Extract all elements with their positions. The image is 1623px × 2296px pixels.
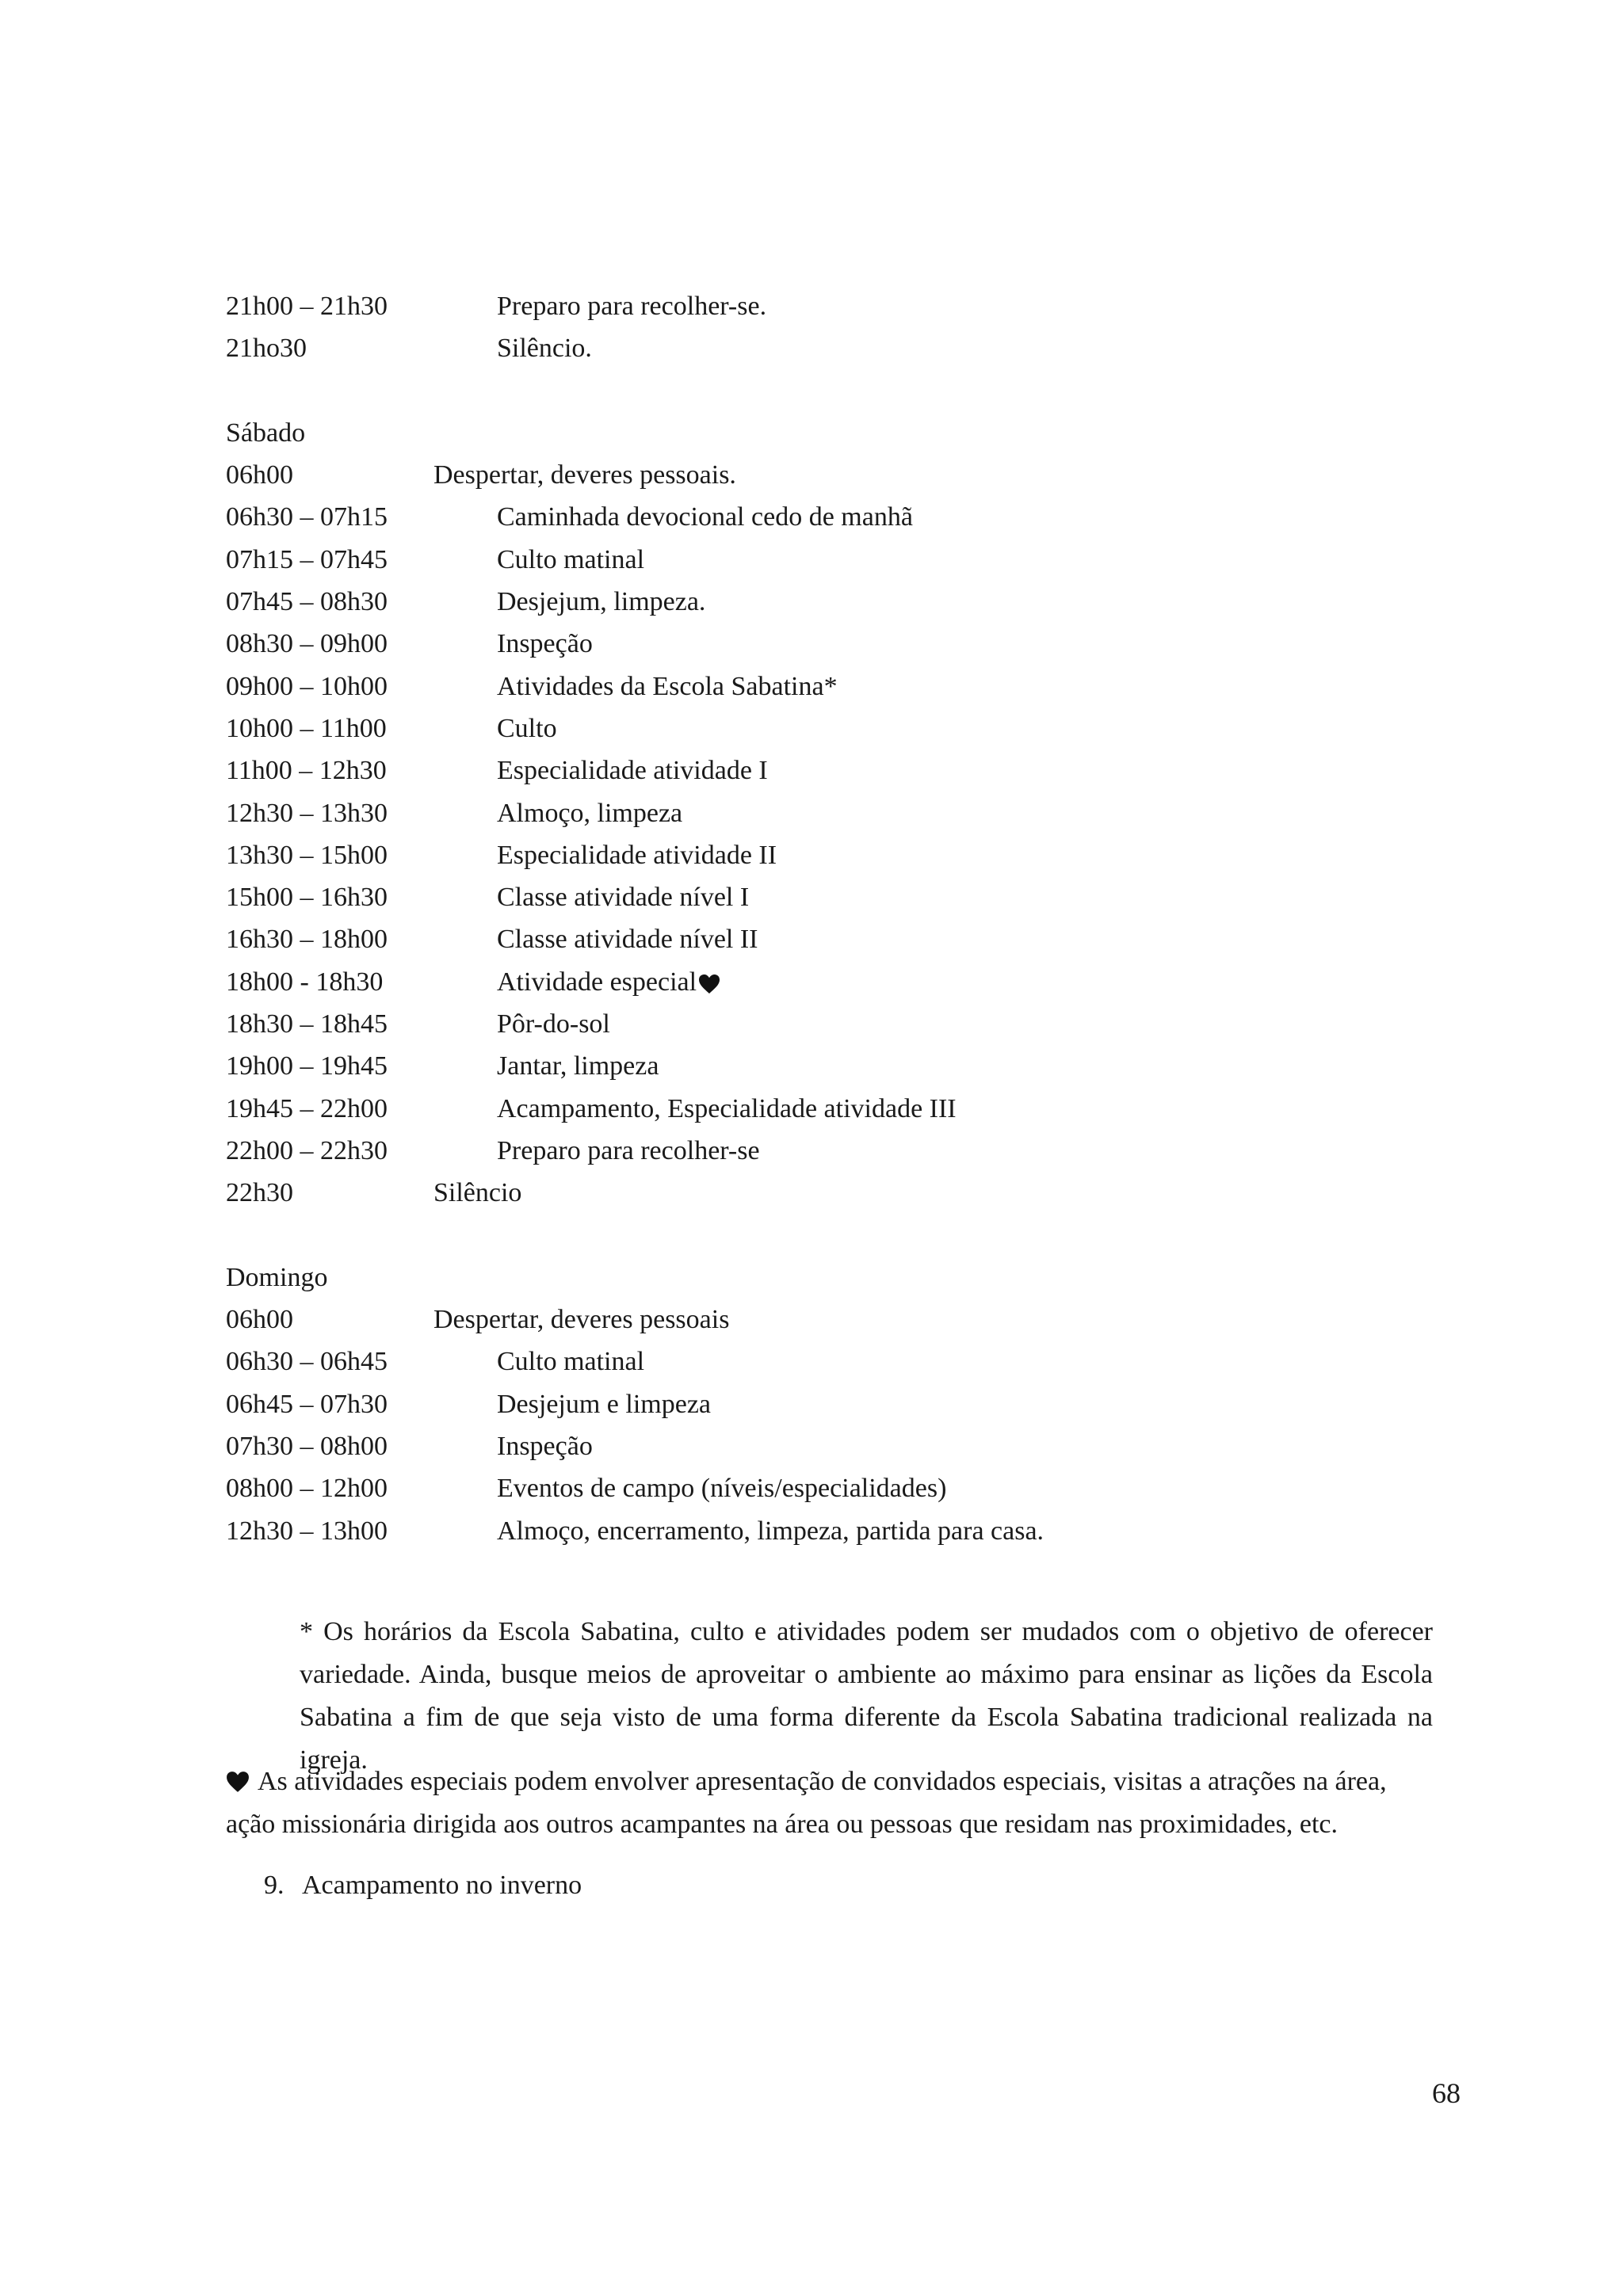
row-time: 07h15 – 07h45 [226, 544, 388, 574]
row-activity: Inspeção [497, 629, 593, 659]
row-time: 06h30 – 06h45 [226, 1347, 388, 1377]
schedule-row [226, 707, 1462, 749]
schedule-row [226, 1045, 1462, 1087]
row-activity: Preparo para recolher-se. [497, 292, 767, 321]
row-time: 07h30 – 08h00 [226, 1432, 388, 1462]
spacer [226, 370, 1462, 412]
row-time: 18h00 - 18h30 [226, 967, 384, 997]
row-activity: Especialidade atividade I [497, 756, 768, 786]
row-time: 19h45 – 22h00 [226, 1093, 388, 1123]
row-time: 22h00 – 22h30 [226, 1135, 388, 1165]
row-time: 15h00 – 16h30 [226, 883, 388, 913]
heart-note-text: As atividades especiais podem envolver apresentação de convidados especiais, visitas a atrações na área, ação missionária dirigida aos outros acampantes na área ou pessoas que residam nas proximidades, etc. [226, 1767, 1387, 1839]
row-time: 18h30 – 18h45 [226, 1009, 388, 1039]
row-time: 10h00 – 11h00 [226, 713, 387, 743]
schedule-row [226, 876, 1462, 918]
row-time: 21ho30 [226, 334, 307, 364]
list-item [264, 1864, 582, 1907]
schedule-row [226, 539, 1462, 581]
schedule-row [226, 623, 1462, 665]
row-time: 08h00 – 12h00 [226, 1474, 388, 1504]
footnote-paragraph: * Os horários da Escola Sabatina, culto e atividades podem ser mudados com o objetivo de oferecer variedade. Ainda, busque meios de aproveitar o ambiente ao máximo para ensinar as lições da Escola Sabatina a fim de que seja visto de uma forma diferente da Escola Sabatina tradicional realizada na igreja. [300, 1617, 1433, 1775]
row-activity-special [497, 961, 720, 1003]
schedule-row [226, 1425, 1462, 1467]
row-time: 16h30 – 18h00 [226, 925, 388, 955]
row-activity: Silêncio. [497, 334, 592, 364]
row-time: 07h45 – 08h30 [226, 587, 388, 617]
spacer [226, 1215, 1462, 1257]
schedule-row [226, 1088, 1462, 1130]
schedule-row [226, 581, 1462, 623]
row-activity: Despertar, deveres pessoais. [433, 460, 736, 490]
row-activity: Especialidade atividade II [497, 840, 777, 870]
row-activity: Despertar, deveres pessoais [433, 1305, 730, 1335]
row-time: 13h30 – 15h00 [226, 840, 388, 870]
row-activity: Atividades da Escola Sabatina* [497, 671, 838, 701]
row-activity: Classe atividade nível I [497, 883, 750, 913]
schedule-row [226, 749, 1462, 791]
row-activity: Desjejum, limpeza. [497, 587, 706, 617]
row-time: 21h00 – 21h30 [226, 292, 388, 321]
row-time: 12h30 – 13h30 [226, 798, 388, 828]
schedule-row [226, 1383, 1462, 1425]
heart-icon [698, 974, 720, 994]
row-time: 22h30 [226, 1178, 293, 1208]
row-activity: Classe atividade nível II [497, 925, 758, 955]
list-item-text: Acampamento no inverno [302, 1871, 582, 1900]
schedule-row [226, 1341, 1462, 1383]
heart-note-paragraph [226, 1760, 1438, 1846]
schedule-row [226, 285, 1462, 327]
row-activity: Desjejum e limpeza [497, 1389, 712, 1419]
row-activity: Caminhada devocional cedo de manhã [497, 502, 913, 532]
schedule [226, 285, 1462, 1552]
row-activity: Preparo para recolher-se [497, 1135, 760, 1165]
row-activity: Silêncio [433, 1178, 522, 1208]
row-time: 09h00 – 10h00 [226, 671, 388, 701]
schedule-row [226, 1003, 1462, 1045]
day-heading-domingo [226, 1257, 1462, 1299]
heart-icon [226, 1771, 250, 1793]
schedule-row [226, 1299, 1462, 1341]
schedule-row [226, 1467, 1462, 1509]
row-time: 12h30 – 13h00 [226, 1516, 388, 1546]
page-number: 68 [1432, 2077, 1461, 2109]
schedule-row [226, 454, 1462, 496]
row-time: 11h00 – 12h30 [226, 756, 387, 786]
row-time: 06h45 – 07h30 [226, 1389, 388, 1419]
schedule-row [226, 834, 1462, 876]
row-activity: Acampamento, Especialidade atividade III [497, 1093, 957, 1123]
row-time: 06h00 [226, 460, 293, 490]
schedule-row [226, 496, 1462, 538]
row-time: 08h30 – 09h00 [226, 629, 388, 659]
row-activity: Culto matinal [497, 544, 645, 574]
row-activity: Culto [497, 713, 557, 743]
list-item-number: 9. [264, 1871, 285, 1900]
row-activity: Almoço, encerramento, limpeza, partida para casa. [497, 1516, 1044, 1546]
row-time: 06h00 [226, 1305, 293, 1335]
row-time: 06h30 – 07h15 [226, 502, 388, 532]
row-activity: Eventos de campo (níveis/especialidades) [497, 1474, 947, 1504]
schedule-row [226, 918, 1462, 960]
row-activity: Pôr-do-sol [497, 1009, 610, 1039]
schedule-row [226, 327, 1462, 369]
row-activity: Jantar, limpeza [497, 1051, 659, 1081]
schedule-row [226, 666, 1462, 707]
row-activity: Inspeção [497, 1432, 593, 1462]
row-activity-text: Atividade especial [497, 967, 697, 997]
schedule-row [226, 1130, 1462, 1172]
schedule-row [226, 961, 1462, 1003]
row-activity: Almoço, limpeza [497, 798, 683, 828]
day-heading: Sábado [226, 418, 306, 448]
day-heading-sabado [226, 412, 1462, 454]
day-heading: Domingo [226, 1262, 328, 1292]
schedule-row [226, 1510, 1462, 1552]
row-activity: Culto matinal [497, 1347, 645, 1377]
schedule-row [226, 1172, 1462, 1214]
schedule-row [226, 792, 1462, 834]
row-time: 19h00 – 19h45 [226, 1051, 388, 1081]
